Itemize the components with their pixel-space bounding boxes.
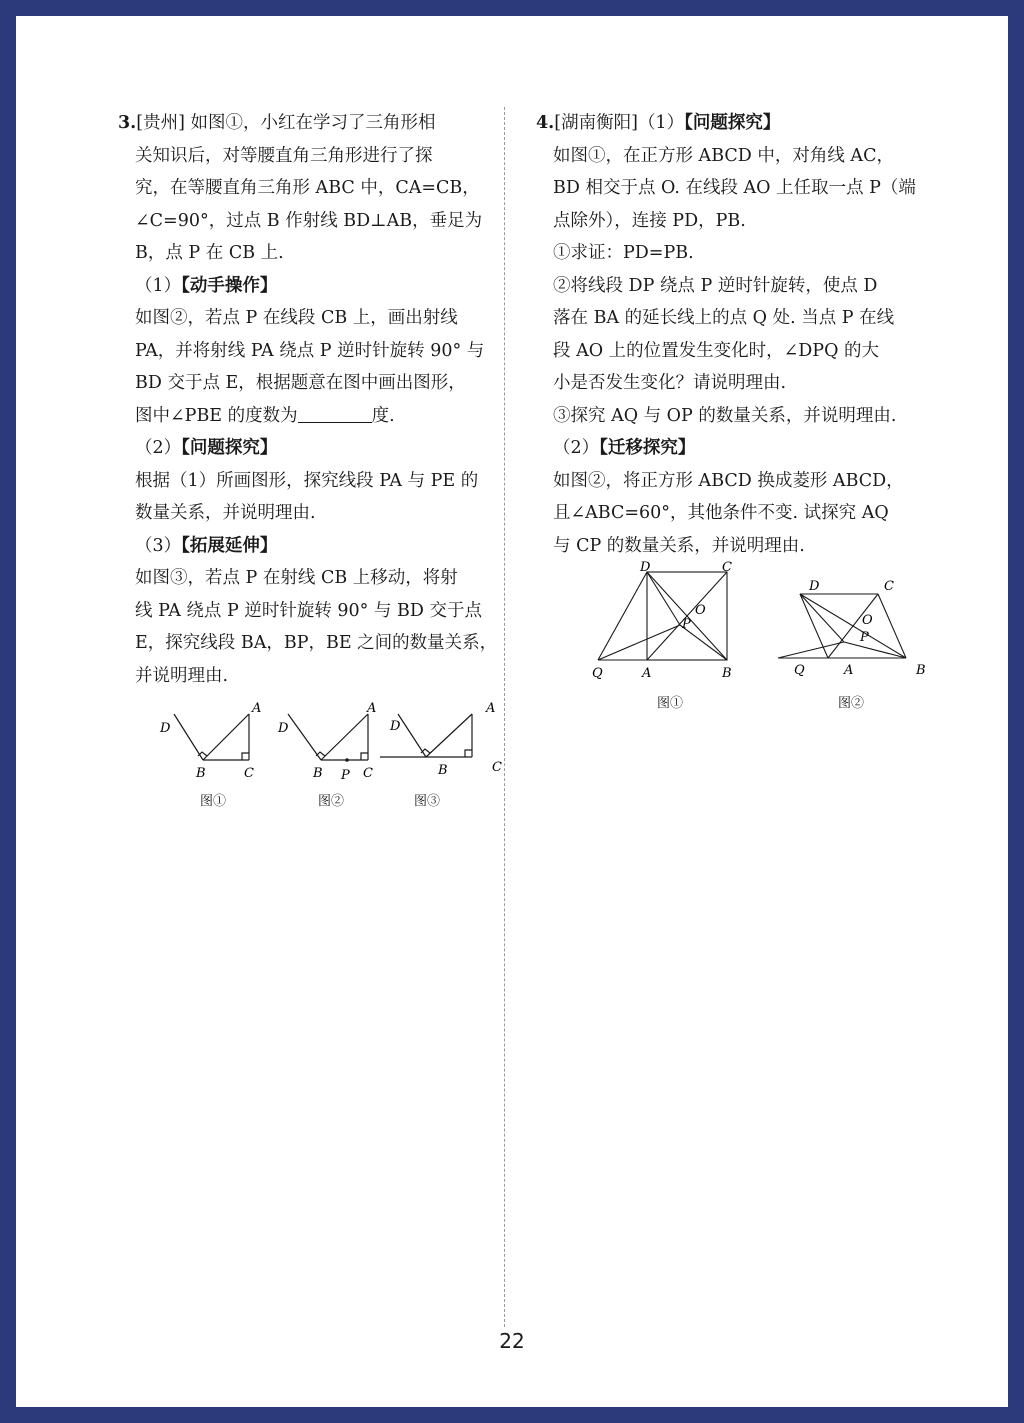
q3-part2-heading: （2）【问题探究】 (135, 438, 278, 458)
label-Q: Q (794, 663, 805, 678)
label-A: A (367, 701, 377, 716)
q3-part1-line: BD 交于点 E，根据题意在图中画出图形， (135, 373, 466, 393)
page-number: 22 (499, 1329, 525, 1353)
label-C: C (884, 579, 894, 594)
question-4 (536, 107, 914, 562)
q4-part1-line: 落在 BA 的延长线上的点 Q 处. 当点 P 在线 (553, 308, 895, 328)
q4-part1-line: 如图①，在正方形 ABCD 中，对角线 AC， (553, 145, 894, 166)
q3-part1-blank-line: 图中∠PBE 的度数为 度. (135, 405, 395, 426)
label-D: D (278, 721, 289, 736)
label-B: B (722, 666, 732, 681)
q4-heading: 4.[湖南衡阳]（1）【问题探究】 (536, 113, 781, 133)
q3-line-4: ∠C=90°，过点 B 作射线 BD⊥AB，垂足为 (135, 210, 483, 231)
q3-figure-1-caption: 图① (200, 794, 227, 809)
q3-line-2: 关知识后，对等腰直角三角形进行了探 (135, 145, 433, 166)
q3-part1-line: 如图②，若点 P 在线段 CB 上，画出射线 (135, 308, 458, 328)
q4-figure-2 (770, 576, 926, 678)
label-D: D (390, 719, 401, 734)
q4-figure-2-caption: 图② (838, 696, 865, 711)
q3-line-1: 3.[贵州] 如图①，小红在学习了三角形相 (118, 113, 436, 133)
q3-part1-line: PA，并将射线 PA 绕点 P 逆时针旋转 90° 与 (135, 340, 485, 361)
label-O: O (862, 613, 873, 628)
label-P: P (341, 768, 350, 783)
q4-part2-line: 如图②，将正方形 ABCD 换成菱形 ABCD， (553, 470, 904, 491)
label-D: D (160, 721, 171, 736)
label-B: B (196, 766, 206, 781)
q4-part2-heading: （2）【迁移探究】 (553, 438, 696, 458)
q3-part2-line: 根据（1）所画图形，探究线段 PA 与 PE 的 (135, 470, 479, 491)
q4-figure-1-caption: 图① (657, 696, 684, 711)
q4-part2-line: 与 CP 的数量关系，并说明理由. (553, 535, 805, 556)
q3-line-3: 究，在等腰直角三角形 ABC 中，CA=CB， (135, 178, 480, 198)
label-A: A (642, 666, 652, 681)
q3-figure-3 (366, 696, 506, 782)
label-A: A (252, 701, 262, 716)
q4-part1-line: ③探究 AQ 与 OP 的数量关系，并说明理由. (553, 405, 897, 426)
label-A: A (486, 701, 496, 716)
label-C: C (363, 766, 373, 781)
label-P: P (860, 630, 869, 645)
label-Q: Q (592, 666, 603, 681)
q4-part1-line: 段 AO 上的位置发生变化时，∠DPQ 的大 (553, 340, 879, 361)
q3-line-5: B，点 P 在 CB 上. (135, 243, 284, 263)
label-B: B (916, 663, 926, 678)
answer-blank[interactable] (298, 404, 372, 423)
q3-part3-line: 线 PA 绕点 P 逆时针旋转 90° 与 BD 交于点 (135, 600, 482, 621)
label-D: D (809, 579, 820, 594)
worksheet-page (16, 16, 1008, 1407)
q4-part2-line: 且∠ABC=60°，其他条件不变. 试探究 AQ (553, 503, 889, 523)
q3-part3-line: 并说明理由. (135, 665, 229, 686)
q4-part1-line: ①求证：PD=PB. (553, 243, 694, 263)
label-C: C (492, 760, 502, 775)
q4-part1-line: 小是否发生变化？请说明理由. (553, 373, 787, 393)
q3-part3-heading: （3）【拓展延伸】 (135, 535, 278, 556)
label-B: B (438, 763, 448, 778)
q4-part1-line: BD 相交于点 O. 在线段 AO 上任取一点 P（端 (553, 178, 916, 198)
q4-part1-line: 点除外），连接 PD，PB. (553, 210, 746, 231)
q4-figure-1 (590, 562, 750, 686)
label-O: O (695, 603, 706, 618)
q3-part2-line: 数量关系，并说明理由. (135, 503, 316, 523)
label-P: P (682, 617, 691, 632)
q3-part1-heading: （1）【动手操作】 (135, 275, 278, 296)
point-P (345, 758, 349, 762)
label-A: A (844, 663, 854, 678)
q3-figure-3-caption: 图③ (414, 794, 441, 809)
q3-figure-1 (146, 696, 266, 782)
q4-part1-line: ②将线段 DP 绕点 P 逆时针旋转，使点 D (553, 275, 878, 296)
q3-number: 3. (118, 113, 137, 133)
q3-part3-line: 如图③，若点 P 在射线 CB 上移动，将射 (135, 568, 458, 588)
question-3 (118, 107, 498, 692)
column-divider (504, 107, 505, 1327)
label-D: D (640, 560, 651, 575)
q3-part3-line: E，探究线段 BA，BP，BE 之间的数量关系， (135, 633, 498, 653)
label-C: C (722, 560, 732, 575)
label-C: C (244, 766, 254, 781)
label-B: B (313, 766, 323, 781)
q3-figure-2-caption: 图② (318, 794, 345, 809)
